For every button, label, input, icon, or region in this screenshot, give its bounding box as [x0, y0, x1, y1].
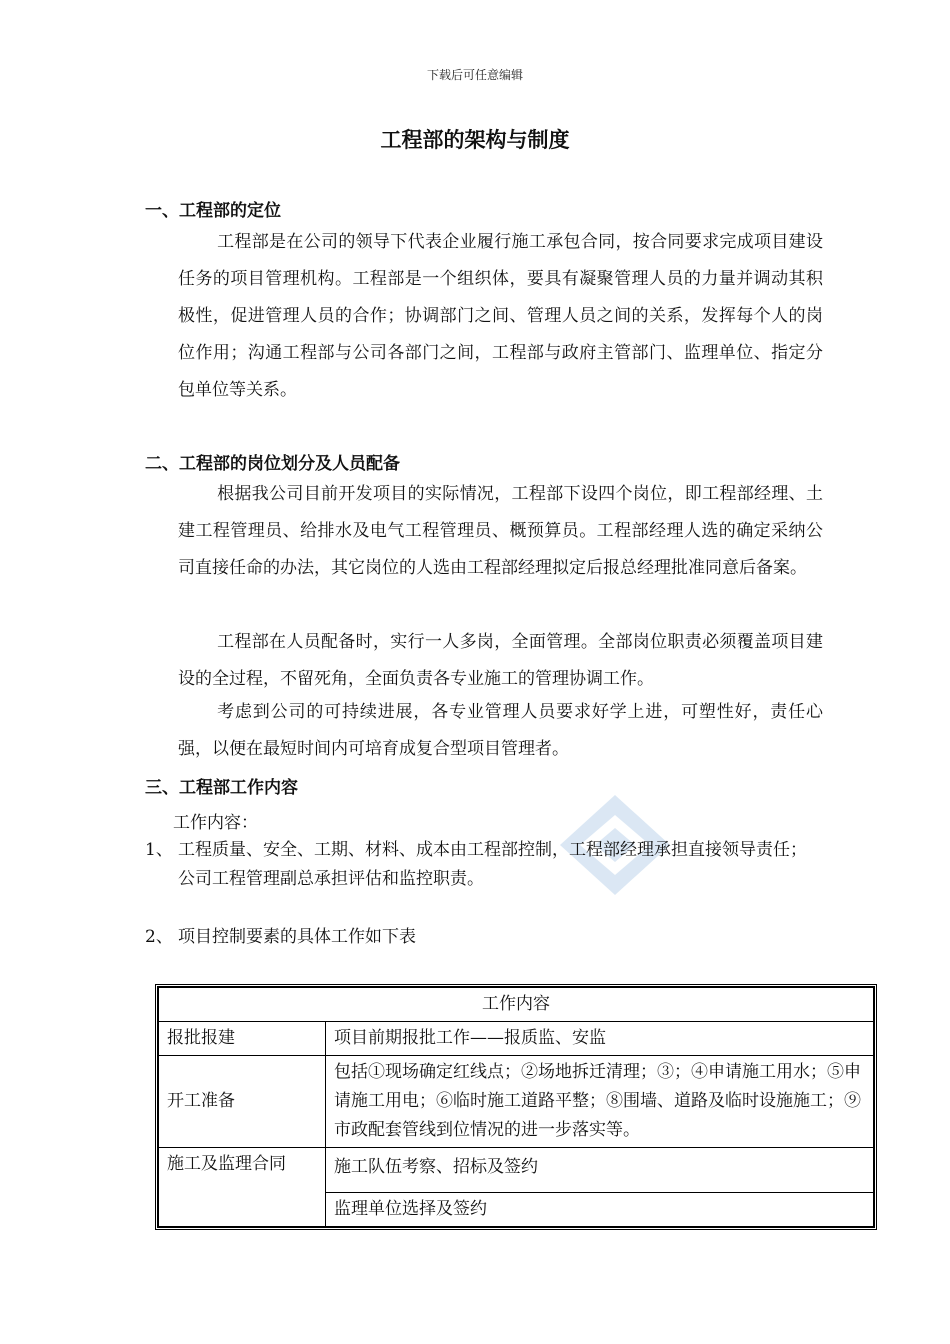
- section-1-paragraph: 工程部是在公司的领导下代表企业履行施工承包合同，按合同要求完成项目建设任务的项目管理机构。工程部是一个组织体，要具有凝聚管理人员的力量并调动其积极性，促进管理人员的合作；协调部门之间、管理人员之间的关系，发挥每个人的岗位作用；沟通工程部与公司各部门之间，工程部与政府主管部门、监理单位、指定分包单位等关系。: [178, 232, 823, 400]
- table-row: [159, 1056, 874, 1148]
- list-item-number: 2、: [145, 927, 173, 947]
- table-row-content: 项目前期报批工作——报质监、安监: [326, 1022, 874, 1056]
- section-1-heading: 一、工程部的定位: [145, 201, 281, 221]
- section-2-heading: 二、工程部的岗位划分及人员配备: [145, 454, 400, 474]
- work-content-table: [155, 984, 877, 1230]
- table-row-label: 报批报建: [159, 1022, 326, 1056]
- list-item-1: [145, 836, 815, 894]
- table-row-content: 监理单位选择及签约: [326, 1193, 874, 1227]
- table-row-content: 施工队伍考察、招标及签约: [326, 1148, 874, 1193]
- list-item-text: 工程质量、安全、工期、材料、成本由工程部控制，工程部经理承担直接领导责任；公司工程管理副总承担评估和监控职责。: [178, 840, 807, 889]
- table-header-row: [159, 988, 874, 1022]
- section-3-heading: 三、工程部工作内容: [145, 778, 298, 798]
- section-2-paragraph-3: 考虑到公司的可持续进展，各专业管理人员要求好学上进，可塑性好，责任心强，以便在最短时间内可培育成复合型项目管理者。: [178, 702, 823, 759]
- table-row: [159, 1148, 874, 1193]
- header-note: 下载后可任意编辑: [426, 68, 523, 82]
- table-header-cell: 工作内容: [159, 988, 874, 1022]
- section-3-intro: 工作内容：: [173, 813, 258, 833]
- table-row-content: 包括①现场确定红线点；②场地拆迁清理；③；④申请施工用水；⑤申请施工用电；⑥临时施工道路平整；⑧围墙、道路及临时设施施工；⑨市政配套管线到位情况的进一步落实等。: [326, 1056, 874, 1148]
- table-row-label: 施工及监理合同: [159, 1148, 326, 1227]
- list-item-text: 项目控制要素的具体工作如下表: [178, 927, 416, 947]
- section-2-paragraph-2: 工程部在人员配备时，实行一人多岗，全面管理。全部岗位职责必须覆盖项目建设的全过程，不留死角，全面负责各专业施工的管理协调工作。: [178, 632, 823, 689]
- table-row: [159, 1022, 874, 1056]
- list-item-2: [145, 923, 815, 952]
- list-item-number: 1、: [145, 840, 173, 860]
- table-row-label: 开工准备: [159, 1056, 326, 1148]
- document-title: 工程部的架构与制度: [380, 127, 570, 152]
- section-2-paragraph-1: 根据我公司目前开发项目的实际情况，工程部下设四个岗位，即工程部经理、土建工程管理员、给排水及电气工程管理员、概预算员。工程部经理人选的确定采纳公司直接任命的办法，其它岗位的人选由工程部经理拟定后报总经理批准同意后备案。: [178, 484, 823, 578]
